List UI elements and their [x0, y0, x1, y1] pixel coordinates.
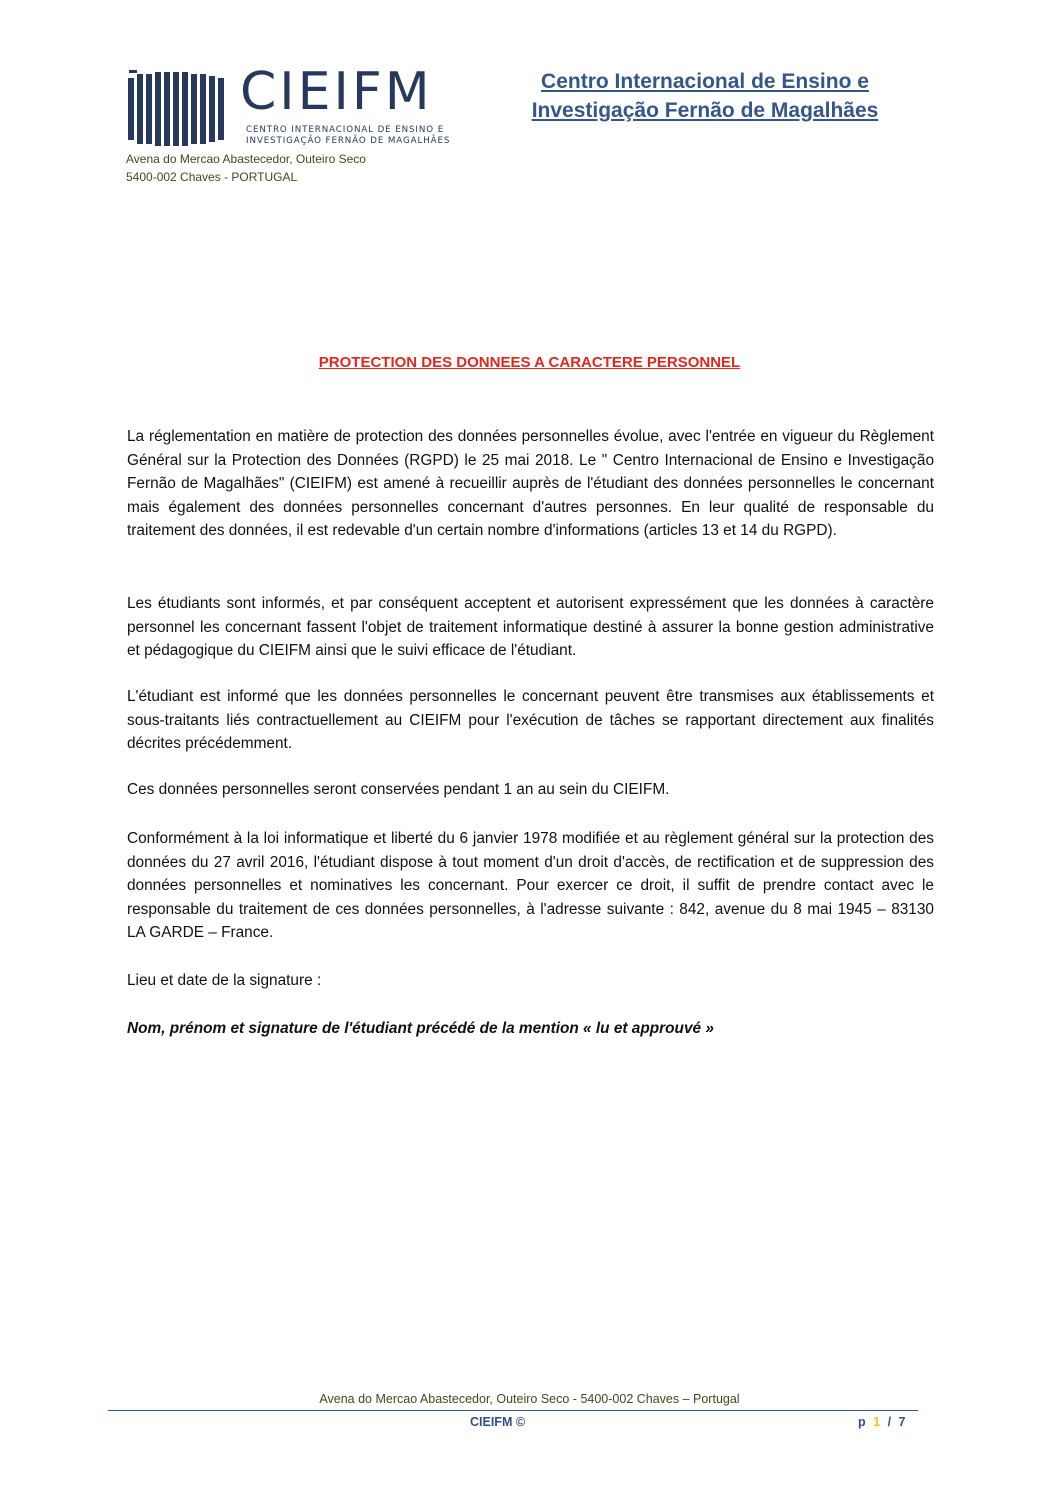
signature-mention: Nom, prénom et signature de l'étudiant précédé de la mention « lu et approuvé » [127, 1020, 714, 1037]
header-address-line2: 5400-002 Chaves - PORTUGAL [126, 170, 298, 184]
page-total: 7 [898, 1415, 908, 1429]
paragraph-student-consent: Les étudiants sont informés, et par conséquent acceptent et autorisent expressément que les données à caractère personnel les concernant fassent l'objet de traitement informatique destiné à assurer la bonne gestion administrative et pédagogique du CIEIFM ainsi que le suivi efficace de l'étudiant. [127, 595, 934, 659]
document-title: PROTECTION DES DONNEES A CARACTERE PERSONNEL [318, 354, 741, 371]
footer-address: Avena do Mercao Abastecedor, Outeiro Seco - 5400-002 Chaves – Portugal [319, 1392, 740, 1406]
organization-title-line2: Investigação Fernão de Magalhães [531, 99, 879, 122]
paragraph-rgpd-intro: La réglementation en matière de protection des données personnelles évolue, avec l'entrée en vigueur du Règlement Général sur la Protection des Données (RGPD) le 25 mai 2018. Le " Centro Internacional de Ensino e Investigação Fernão de Magalhães" (CIEIFM) est amené à recueillir auprès de l'étudiant des données personnelles le concernant mais également des données personnelles concernant d'autres personnes. En leur qualité de responsable du traitement des données, il est redevable d'un certain nombre d'informations (articles 13 et 14 du RGPD). [127, 428, 934, 539]
paragraph-retention: Ces données personnelles seront conservées pendant 1 an au sein du CIEIFM. [127, 781, 670, 798]
paragraph-access-rights: Conformément à la loi informatique et liberté du 6 janvier 1978 modifiée et au règlement général sur la protection des données du 27 avril 2016, l'étudiant dispose à tout moment d'un droit d'accès, de rectification et de suppression des données personnelles et nominatives les concernant. Pour exercer ce droit, il suffit de prendre contact avec le responsable du traitement de ces données personnelles, à l'adresse suivante : 842, avenue du 8 mai 1945 – 83130 LA GARDE – France. [127, 830, 934, 941]
page-separator: / [887, 1415, 894, 1429]
footer-page-number [858, 1415, 907, 1429]
paragraph-signature-place-date: Lieu et date de la signature : [127, 972, 322, 989]
organization-title-line1: Centro Internacional de Ensino e [541, 70, 869, 93]
header-address-line1: Avena do Mercao Abastecedor, Outeiro Seco [126, 152, 366, 166]
logo-subtitle-line2: INVESTIGAÇÃO FERNÃO DE MAGALHÃES [246, 136, 451, 146]
footer-copyright: CIEIFM © [470, 1415, 526, 1429]
paragraph-data-transfer: L'étudiant est informé que les données personnelles le concernant peuvent être transmises aux établissements et sous-traitants liés contractuellement au CIEIFM pour l'exécution de tâches se rapportant directement aux finalités décrites précédemment. [127, 688, 934, 752]
logo-name: CIEIFM [240, 62, 433, 122]
logo-subtitle [246, 125, 461, 147]
page-prefix: p [858, 1415, 868, 1429]
organization-title [505, 67, 905, 125]
logo-subtitle-line1: CENTRO INTERNACIONAL DE ENSINO E [246, 125, 445, 135]
footer-divider [108, 1410, 918, 1411]
page-current: 1 [873, 1415, 883, 1429]
logo-bars-icon [126, 70, 232, 146]
cieifm-logo [126, 62, 466, 152]
